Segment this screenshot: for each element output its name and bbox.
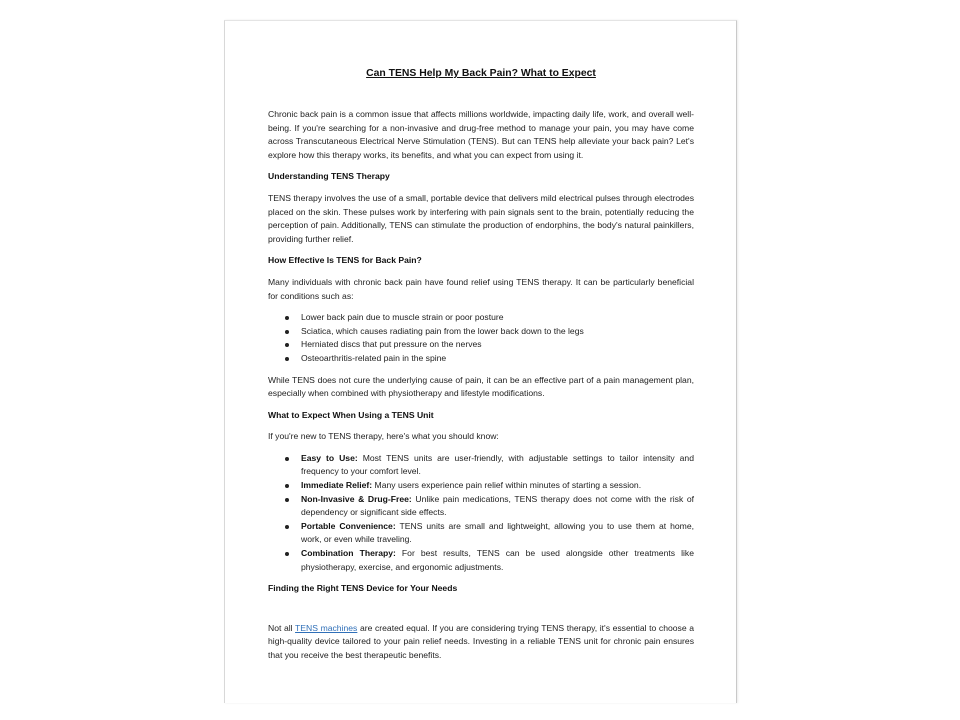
list-item bbox=[268, 325, 694, 339]
bullet-icon bbox=[285, 552, 289, 556]
expect-paragraph: If you're new to TENS therapy, here's what you should know: bbox=[268, 431, 499, 442]
bullet-icon bbox=[285, 457, 289, 461]
feature-text: Unlike pain medications, TENS therapy does not come with the risk of dependency or significant side effects. bbox=[301, 493, 694, 518]
heading-expect: What to Expect When Using a TENS Unit bbox=[268, 409, 434, 420]
list-item-text: Lower back pain due to muscle strain or poor posture bbox=[301, 312, 504, 323]
list-item-text: Sciatica, which causes radiating pain from the lower back down to the legs bbox=[301, 325, 584, 336]
bullet-icon bbox=[285, 330, 289, 334]
list-item bbox=[268, 452, 694, 479]
feature-text: Many users experience pain relief within minutes of starting a session. bbox=[372, 480, 642, 491]
feature-label: Immediate Relief: bbox=[301, 480, 373, 491]
page-title: Can TENS Help My Back Pain? What to Expect bbox=[366, 68, 596, 79]
feature-label: Easy to Use: bbox=[301, 452, 358, 463]
bullet-icon bbox=[285, 525, 289, 529]
features-list bbox=[268, 452, 694, 574]
document-page bbox=[224, 20, 737, 703]
list-item bbox=[268, 493, 694, 520]
heading-finding: Finding the Right TENS Device for Your Needs bbox=[268, 583, 458, 594]
feature-text: Most TENS units are user-friendly, with adjustable settings to tailor intensity and frequency to your comfort level. bbox=[301, 452, 694, 477]
understanding-paragraph: TENS therapy involves the use of a small, portable device that delivers mild electrical pulses through electrodes placed on the skin. These pulses work by interfering with pain signals sent to the brain, potentially reducing the perception of pain. Additionally, TENS can stimulate the production of endorphins, the body's natural painkillers, providing further relief. bbox=[268, 192, 694, 244]
list-item-text: Osteoarthritis-related pain in the spine bbox=[301, 352, 447, 363]
list-item bbox=[268, 520, 694, 547]
list-item bbox=[268, 311, 694, 325]
feature-text: TENS units are small and lightweight, allowing you to use them at home, work, or even while traveling. bbox=[301, 520, 694, 545]
effective-paragraph: Many individuals with chronic back pain have found relief using TENS therapy. It can be particularly beneficial for conditions such as: bbox=[268, 276, 694, 301]
final-text-end: are created equal. If you are considering trying TENS therapy, it's essential to choose a high-quality device tailored to your pain relief needs. Investing in a reliable TENS unit for chronic pain ensures that you receive the best therapeutic benefits. bbox=[268, 622, 694, 660]
feature-label: Non-Invasive & Drug-Free: bbox=[301, 493, 412, 504]
heading-effective: How Effective Is TENS for Back Pain? bbox=[268, 255, 422, 266]
bullet-icon bbox=[285, 357, 289, 361]
feature-label: Combination Therapy: bbox=[301, 548, 396, 559]
document-body bbox=[268, 67, 694, 671]
feature-text: For best results, TENS can be used alongside other treatments like physiotherapy, exercise, and ergonomic adjustments. bbox=[301, 548, 694, 572]
final-text-start: Not all bbox=[268, 622, 296, 633]
final-paragraph bbox=[268, 622, 694, 663]
bullet-icon bbox=[285, 343, 289, 347]
spacer bbox=[268, 604, 694, 622]
conditions-list bbox=[268, 311, 694, 365]
list-item bbox=[268, 547, 694, 574]
while-paragraph: While TENS does not cure the underlying cause of pain, it can be an effective part of a pain management plan, especially when combined with physiotherapy and lifestyle modifications. bbox=[268, 374, 694, 399]
bullet-icon bbox=[285, 484, 289, 488]
bullet-icon bbox=[285, 498, 289, 502]
list-item bbox=[268, 479, 694, 493]
tens-machines-link[interactable]: TENS machines bbox=[295, 622, 358, 633]
intro-paragraph: Chronic back pain is a common issue that affects millions worldwide, impacting daily life, work, and overall well-being. If you're searching for a non-invasive and drug-free method to manage your pain, you may have come across Transcutaneous Electrical Nerve Stimulation (TENS). But can TENS help alleviate your back pain? Let's explore how this therapy works, its benefits, and what you can expect from using it. bbox=[268, 109, 694, 160]
list-item bbox=[268, 338, 694, 352]
bullet-icon bbox=[285, 316, 289, 320]
list-item bbox=[268, 352, 694, 366]
heading-understanding: Understanding TENS Therapy bbox=[268, 171, 390, 182]
list-item-text: Herniated discs that put pressure on the nerves bbox=[301, 339, 482, 350]
feature-label: Portable Convenience: bbox=[301, 520, 396, 531]
